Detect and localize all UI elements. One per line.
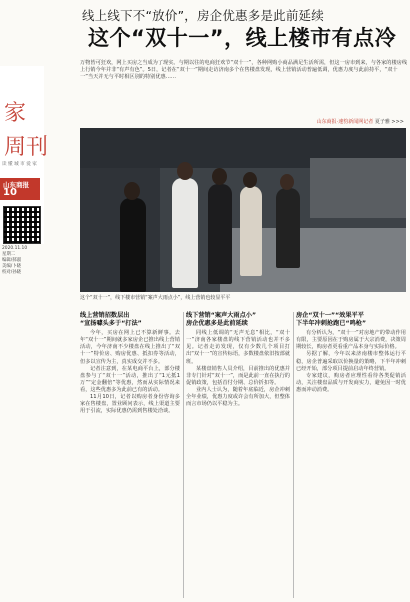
- page-number: 10: [3, 187, 17, 198]
- brand-title-jia: 家: [4, 101, 27, 126]
- issue-meta: [2, 246, 46, 276]
- photo-caption: 这个“双十一”，线下楼市营销“案声大雨点小”，线上营销也较显平平: [80, 295, 231, 301]
- byline-author: 夏子雅: [374, 119, 390, 125]
- issue-designer: 美编/卜晓: [2, 264, 22, 269]
- article-paragraph: 专家建议，购房者应理性看待各类促销活动，关注楼盘品质与开发商实力，避免因一时优惠而冲动消费。: [296, 372, 406, 393]
- news-photo: [80, 128, 406, 292]
- article-headline: 线上营销招数层出 “宣扬噱头多于“打法”: [80, 312, 142, 327]
- article-paragraph: 另据了解，今年以来济南楼市整体运行平稳，房企普遍采取以价换量的策略，下半年冲刺已经开始，部分项目提前启动年终营销。: [296, 351, 406, 372]
- article-paragraph: 11月10日，记者以购房者身份咨询多家在售楼盘，置业顾问表示，线上渠道主要用于引流，实际优惠仍需到售楼处洽谈。: [80, 394, 180, 415]
- issue-date: 2020.11.10: [2, 246, 28, 251]
- article-column-1: [80, 310, 180, 415]
- section-tag: [0, 178, 40, 200]
- article-paragraph: 某楼盘销售人员介绍，目前推出的优惠并非专门针对“双十一”，而是此前一直在执行的促销政策，包括首付分期、总价折扣等。: [186, 365, 290, 386]
- article-paragraph: 今年，买房在网上已不算新鲜事。去年“双十一”期间就多家房企已推出线上营销活动，今年济南不少楼盘在线上推出了“双十一”特价房、购房优惠、抵扣券等活动，但多以宣传为主，真实成交并不多。: [80, 330, 180, 365]
- article-column-2: [186, 310, 290, 408]
- article-column-3: [296, 310, 406, 394]
- issue-proofreader: 校对/孙晓: [2, 270, 22, 275]
- brand-tagline: 读 懂 城 市 爱 家: [2, 162, 37, 167]
- byline-more: >>>: [391, 119, 404, 125]
- page-title: 这个“双十一”，线上楼市有点冷: [88, 26, 397, 50]
- article-headline: 线下营销“案声大雨点小” 房企优惠多是此前延续: [186, 312, 257, 327]
- byline: [317, 118, 404, 125]
- issue-editor: 编辑/郝淑: [2, 258, 22, 263]
- article-headline: 房企“双十一”“效果平平 下半年冲刺抢跑已“鸣枪”: [296, 312, 367, 327]
- lead-paragraph: 万物皆可狂欢，网上买房之当成为了现实。与期以往的电商狂欢节“双十一”，各种网购小商品满足生活所需，但这一房市到来，与各家的楼房线上行销今年并非“有声有色”。5日，记者在“双十一”期间走访济南多个在售楼盘发现，线上营销活动普遍低调，优惠力度与此前持平，“双十一”当天并无与平时相区别的特别优惠……: [80, 60, 408, 80]
- page-kicker: 线上线下不“放价”，房企优惠多是此前延续: [82, 8, 324, 23]
- qr-code-icon: [3, 206, 41, 244]
- article-paragraph: 有分析认为，“双十一”对房地产的带动作用有限，主要原因在于购房属于大宗消费，决策周期较长，购房者更看重产品本身与实际价格。: [296, 330, 406, 351]
- section-name: 山东商报: [3, 181, 29, 189]
- article-paragraph: 记者注意到，在某电商平台上，部分楼盘参与了“双十一”活动，推出了“1元抵1万”“定金翻倍”等优惠，然而从实际情况来看，这些优惠多为此前已有的活动。: [80, 365, 180, 393]
- brand-title-zhoukan: 周刊: [4, 135, 49, 160]
- article-paragraph: 业内人士认为，随着年底临近，房企冲刺全年业绩，优惠力度或许会有所加大，但整体而言市场仍以平稳为主。: [186, 386, 290, 408]
- column-divider: [183, 312, 184, 598]
- column-divider: [293, 312, 294, 598]
- byline-source: 山东商报·速豹新闻网记者: [316, 119, 374, 125]
- issue-weekday: 星期二: [2, 252, 16, 257]
- article-paragraph: 同线上低调的“无声无息”相比，“双十一”济南各家楼盘的线下营销活动也并不多见。记者走访发现，仅有少数几个项目打出“双十一”的宣传标语，多数楼盘依旧按部就班。: [186, 330, 290, 365]
